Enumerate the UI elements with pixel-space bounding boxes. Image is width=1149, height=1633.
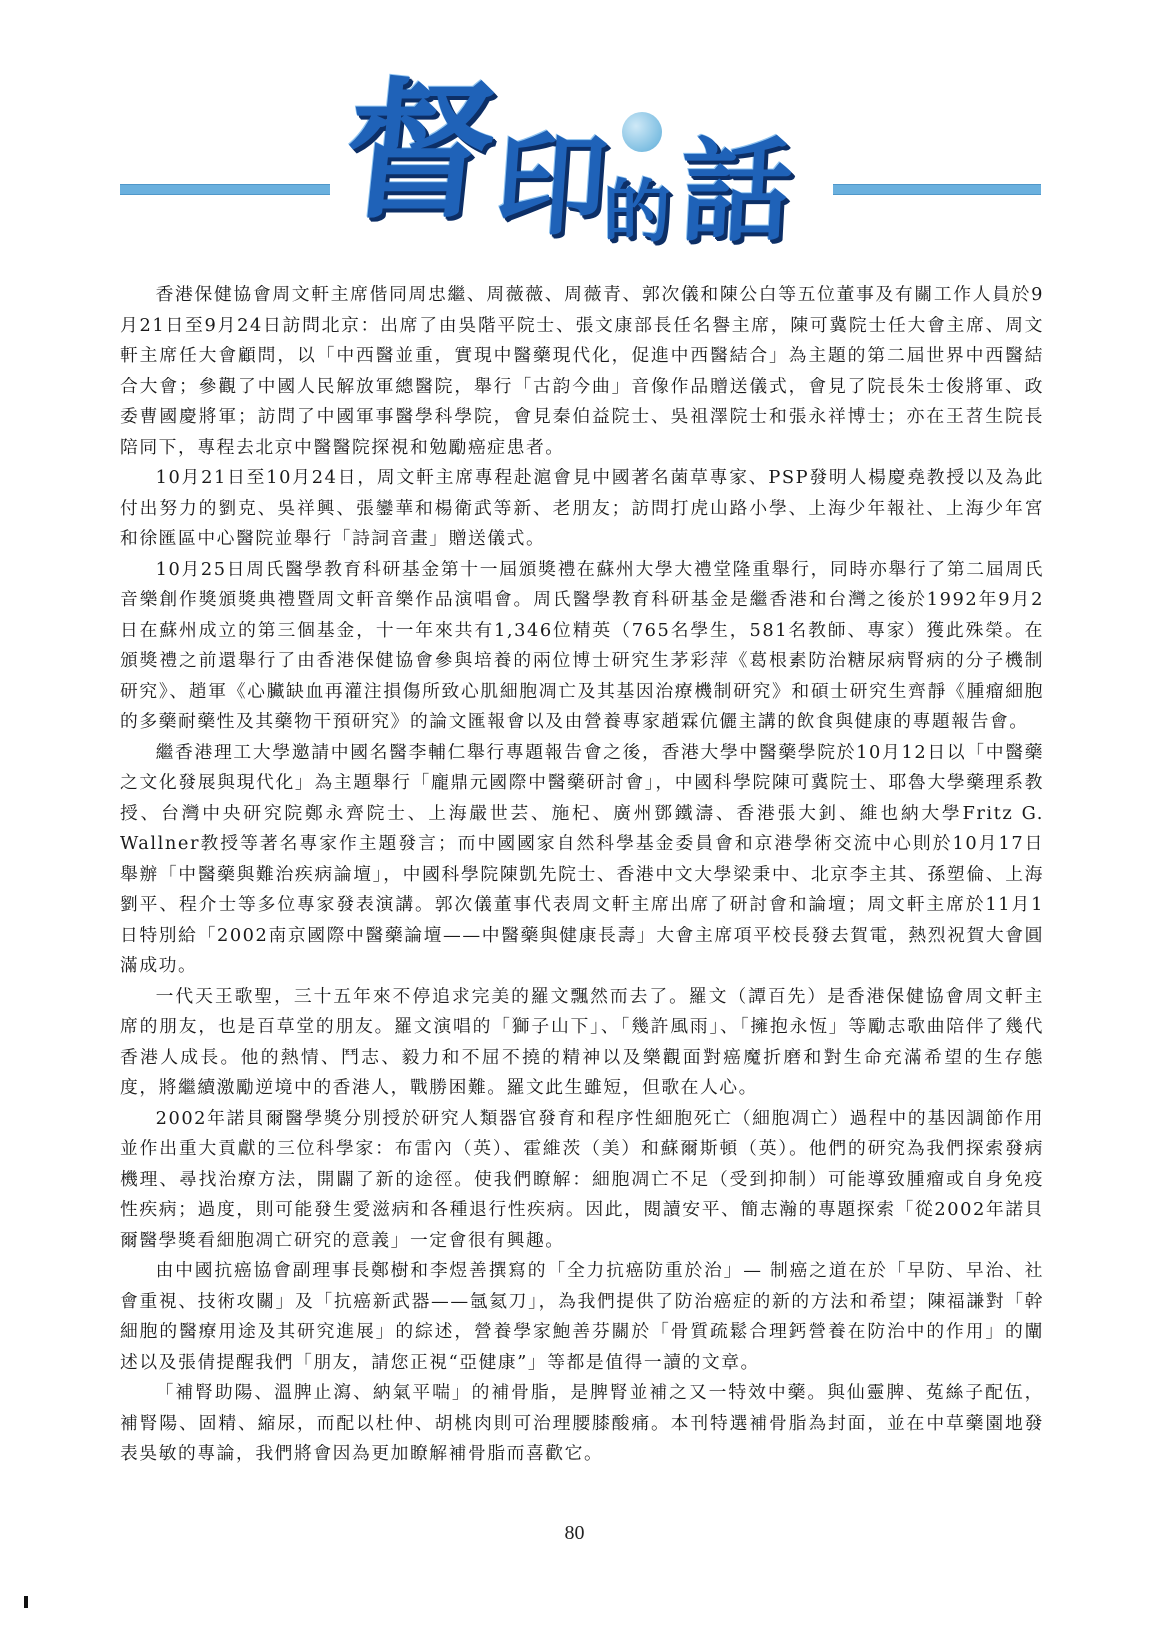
paragraph: 香港保健協會周文軒主席偕同周忠繼、周薇薇、周薇青、郭次儀和陳公白等五位董事及有關工作人員於9月21日至9月24日訪問北京：出席了由吳階平院士、張文康部長任名譽主席，陳可冀院士任大會主席、周文軒主席任大會顧問，以「中西醫並重，實現中醫藥現代化，促進中西醫結合」為主題的第二屆世界中西醫結合大會；參觀了中國人民解放軍總醫院，舉行「古韵今曲」音像作品贈送儀式，會見了院長朱士俊將軍、政委曹國慶將軍；訪問了中國軍事醫學科學院，會見秦伯益院士、吳祖澤院士和張永祥博士；亦在王苕生院長陪同下，專程去北京中醫醫院探視和勉勵癌症患者。 <box>120 284 1044 458</box>
decorative-dot-icon <box>622 112 662 152</box>
page-header <box>0 60 1149 257</box>
scan-mark <box>24 1596 28 1608</box>
article-body <box>120 280 1044 1470</box>
title-char-3: 的 <box>603 172 672 252</box>
paragraph: 2002年諾貝爾醫學獎分別授於研究人類器官發育和程序性細胞死亡（細胞凋亡）過程中的基因調節作用並作出重大貢獻的三位科學家：布雷內（英）、霍維茨（美）和蘇爾斯頓（英）。他們的研究為我們探索發病機理、尋找治療方法，開闢了新的途徑。使我們瞭解：細胞凋亡不足（受到抑制）可能導致腫瘤或自身免疫性疾病；過度，則可能發生愛滋病和各種退行性疾病。因此，閱讀安平、簡志瀚的專題探索「從2002年諾貝爾醫學獎看細胞凋亡研究的意義」一定會很有興趣。 <box>120 1107 1044 1251</box>
title-char-4: 話 <box>676 126 796 257</box>
header-rule-left <box>120 184 330 195</box>
header-rule-right <box>833 184 1041 195</box>
title-char-2: 印 <box>490 120 612 251</box>
paragraph: 「補腎助陽、溫脾止瀉、納氣平喘」的補骨脂，是脾腎並補之又一特效中藥。與仙靈脾、菟絲子配伍，補腎陽、固精、縮尿，而配以杜仲、胡桃肉則可治理腰膝酸痛。本刊特選補骨脂為封面，並在中草藥園地發表吳敏的專論，我們將會因為更加瞭解補骨脂而喜歡它。 <box>120 1382 1044 1464</box>
paragraph: 10月21日至10月24日，周文軒主席專程赴滬會見中國著名菌草專家、PSP發明人楊慶堯教授以及為此付出努力的劉克、吳祥興、張鑾華和楊衛武等新、老朋友；訪問打虎山路小學、上海少年報社、上海少年宮和徐匯區中心醫院並舉行「詩詞音畫」贈送儀式。 <box>120 467 1044 549</box>
paragraph: 由中國抗癌協會副理事長鄭樹和李煜善撰寫的「全力抗癌防重於治」— 制癌之道在於「早防、早治、社會重視、技術攻關」及「抗癌新武器——氬氦刀」，為我們提供了防治癌症的新的方法和希望；陳福謙對「幹細胞的醫療用途及其研究進展」的綜述，營養學家鮑善芬關於「骨質疏鬆合理鈣營養在防治中的作用」的闡述以及張倩提醒我們「朋友，請您正視“亞健康”」等都是值得一讀的文章。 <box>120 1260 1044 1373</box>
paragraph: 一代天王歌聖，三十五年來不停追求完美的羅文飄然而去了。羅文（譚百先）是香港保健協會周文軒主席的朋友，也是百草堂的朋友。羅文演唱的「獅子山下」、「幾許風雨」、「擁抱永恆」等勵志歌曲陪伴了幾代香港人成長。他的熱情、鬥志、毅力和不屈不撓的精神以及樂觀面對癌魔折磨和對生命充滿希望的生存態度，將繼續激勵逆境中的香港人，戰勝困難。羅文此生雖短，但歌在人心。 <box>120 985 1044 1098</box>
page-number: 80 <box>564 1522 585 1544</box>
paragraph: 10月25日周氏醫學教育科研基金第十一屆頒獎禮在蘇州大學大禮堂隆重舉行，同時亦舉行了第二屆周氏音樂創作獎頒獎典禮暨周文軒音樂作品演唱會。周氏醫學教育科研基金是繼香港和台灣之後於1992年9月2日在蘇州成立的第三個基金，十一年來共有1,346位精英（765名學生，581名教師、專家）獲此殊榮。在頒獎禮之前還舉行了由香港保健協會參與培養的兩位博士研究生茅彩萍《葛根素防治糖尿病腎病的分子機制研究》、趙軍《心臟缺血再灌注損傷所致心肌細胞凋亡及其基因治療機制研究》和碩士研究生齊靜《腫瘤細胞的多藥耐藥性及其藥物干預研究》的論文匯報會以及由營養專家趙霖伉儷主講的飲食與健康的專題報告會。 <box>120 558 1044 732</box>
title-char-1: 督 <box>335 63 505 239</box>
paragraph: 繼香港理工大學邀請中國名醫李輔仁舉行專題報告會之後，香港大學中醫藥學院於10月12日以「中醫藥之文化發展與現代化」為主題舉行「龐鼎元國際中醫藥研討會」，中國科學院陳可冀院士、耶魯大學藥理系教授、台灣中央研究院鄭永齊院士、上海嚴世芸、施杞、廣州鄧鐵濤、香港張大釗、維也納大學Fritz G. Wallner教授等著名專家作主題發言；而中國國家自然科學基金委員會和京港學術交流中心則於10月17日舉辦「中醫藥與難治疾病論壇」，中國科學院陳凱先院士、香港中文大學梁秉中、北京李主其、孫塑倫、上海劉平、程介士等多位專家發表演講。郭次儀董事代表周文軒主席出席了研討會和論壇；周文軒主席於11月1 日特別給「2002南京國際中醫藥論壇——中醫藥與健康長壽」大會主席項平校長發去賀電，熱烈祝賀大會圓滿成功。 <box>120 741 1044 976</box>
